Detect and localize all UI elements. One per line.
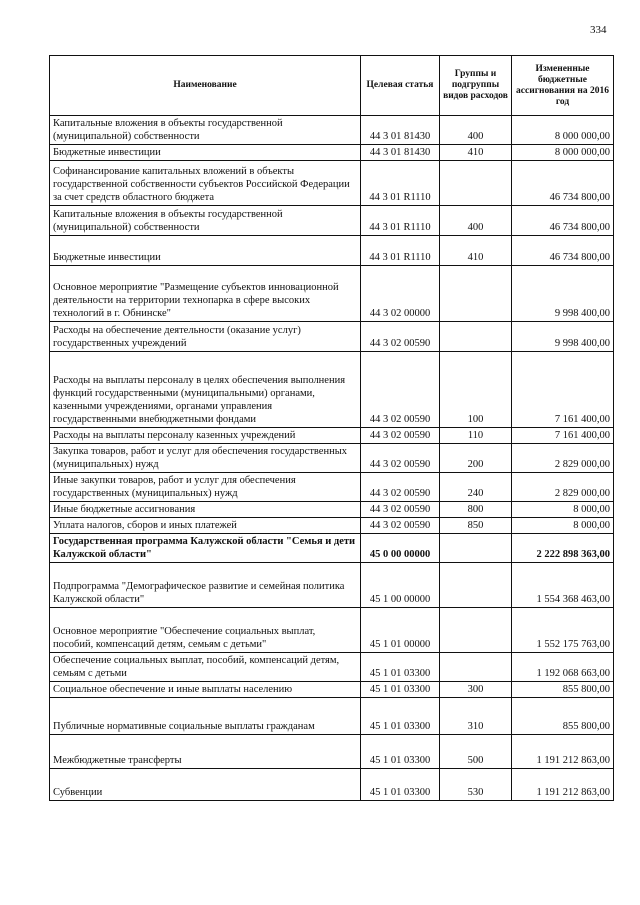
row-target: 44 3 02 00590 [361,352,440,428]
row-group: 110 [440,428,512,444]
header-expense-group: Группы и подгруппы видов расходов [440,56,512,116]
row-target: 45 1 01 03300 [361,653,440,682]
row-amount: 7 161 400,00 [512,428,614,444]
page-number: 334 [590,24,607,36]
row-target: 44 3 02 00590 [361,444,440,473]
row-amount: 2 829 000,00 [512,473,614,502]
row-amount: 8 000 000,00 [512,116,614,145]
row-group [440,653,512,682]
row-group: 800 [440,502,512,518]
row-name: Основное мероприятие "Обеспечение социальных выплат, пособий, компенсаций детям, семьям с детьми" [50,608,361,653]
row-amount: 2 829 000,00 [512,444,614,473]
table-row [50,563,614,608]
table-row [50,473,614,502]
table-row [50,161,614,206]
row-amount: 2 222 898 363,00 [512,534,614,563]
header-amount: Измененные бюджетные ассигнования на 2016 год [512,56,614,116]
row-group: 850 [440,518,512,534]
row-name: Софинансирование капитальных вложений в объекты государственной собственности субъектов Российской Федерации за счет средств областного бюджета [50,161,361,206]
row-name: Субвенции [50,769,361,801]
row-name: Расходы на выплаты персоналу казенных учреждений [50,428,361,444]
row-group: 410 [440,145,512,161]
table-row [50,266,614,322]
row-amount: 7 161 400,00 [512,352,614,428]
row-target: 44 3 02 00590 [361,518,440,534]
row-amount: 855 800,00 [512,698,614,735]
row-group [440,534,512,563]
row-amount: 8 000,00 [512,518,614,534]
row-name: Уплата налогов, сборов и иных платежей [50,518,361,534]
table-row [50,769,614,801]
table-row [50,534,614,563]
row-amount: 1 191 212 863,00 [512,735,614,769]
row-target: 44 3 02 00590 [361,428,440,444]
row-name: Капитальные вложения в объекты государственной (муниципальной) собственности [50,206,361,236]
table-row [50,352,614,428]
row-name: Основное мероприятие "Размещение субъектов инновационной деятельности на территории технопарка в сфере высоких технологий в г. Обнинске" [50,266,361,322]
table-row [50,608,614,653]
row-name: Обеспечение социальных выплат, пособий, компенсаций детям, семьям с детьми [50,653,361,682]
row-name: Публичные нормативные социальные выплаты гражданам [50,698,361,735]
row-amount: 8 000 000,00 [512,145,614,161]
table-row [50,206,614,236]
row-amount: 1 554 368 463,00 [512,563,614,608]
table-row [50,444,614,473]
row-group: 530 [440,769,512,801]
row-target: 45 1 01 03300 [361,735,440,769]
row-amount: 1 192 068 663,00 [512,653,614,682]
row-target: 45 1 01 03300 [361,698,440,735]
row-group: 400 [440,116,512,145]
row-amount: 855 800,00 [512,682,614,698]
row-group [440,563,512,608]
table-row [50,735,614,769]
row-group [440,161,512,206]
row-target: 44 3 02 00590 [361,473,440,502]
row-amount: 1 552 175 763,00 [512,608,614,653]
row-amount: 46 734 800,00 [512,236,614,266]
row-name: Иные бюджетные ассигнования [50,502,361,518]
row-target: 44 3 01 R1110 [361,236,440,266]
table-row [50,322,614,352]
row-group: 500 [440,735,512,769]
row-name: Государственная программа Калужской области "Семья и дети Калужской области" [50,534,361,563]
row-group: 400 [440,206,512,236]
row-amount: 8 000,00 [512,502,614,518]
table-row [50,653,614,682]
row-amount: 46 734 800,00 [512,206,614,236]
row-name: Расходы на обеспечение деятельности (оказание услуг) государственных учреждений [50,322,361,352]
row-target: 44 3 01 81430 [361,116,440,145]
row-target: 44 3 02 00590 [361,322,440,352]
row-name: Подпрограмма "Демографическое развитие и семейная политика Калужской области" [50,563,361,608]
row-group [440,322,512,352]
row-name: Социальное обеспечение и иные выплаты населению [50,682,361,698]
row-target: 45 1 01 03300 [361,682,440,698]
row-group: 240 [440,473,512,502]
table-row [50,116,614,145]
table-row [50,682,614,698]
row-group: 410 [440,236,512,266]
table-row [50,236,614,266]
row-target: 45 1 01 03300 [361,769,440,801]
table-row [50,502,614,518]
table-row [50,698,614,735]
row-name: Закупка товаров, работ и услуг для обеспечения государственных (муниципальных) нужд [50,444,361,473]
row-name: Бюджетные инвестиции [50,145,361,161]
row-target: 45 1 00 00000 [361,563,440,608]
table-row [50,145,614,161]
row-target: 44 3 02 00590 [361,502,440,518]
budget-table [49,55,614,801]
header-target-article: Целевая статья [361,56,440,116]
row-target: 44 3 01 R1110 [361,206,440,236]
row-group: 300 [440,682,512,698]
row-target: 45 1 01 00000 [361,608,440,653]
row-name: Межбюджетные трансферты [50,735,361,769]
row-name: Капитальные вложения в объекты государственной (муниципальной) собственности [50,116,361,145]
table-row [50,518,614,534]
row-group: 310 [440,698,512,735]
row-name: Иные закупки товаров, работ и услуг для обеспечения государственных (муниципальных) нужд [50,473,361,502]
row-name: Бюджетные инвестиции [50,236,361,266]
row-group [440,266,512,322]
row-name: Расходы на выплаты персоналу в целях обеспечения выполнения функций государственными (муниципальными) органами, казенными учреждениями, органами управления государственными внебюджетными фондами [50,352,361,428]
row-amount: 1 191 212 863,00 [512,769,614,801]
header-name: Наименование [50,56,361,116]
row-target: 44 3 01 R1110 [361,161,440,206]
row-target: 45 0 00 00000 [361,534,440,563]
row-group: 200 [440,444,512,473]
row-amount: 46 734 800,00 [512,161,614,206]
row-target: 44 3 01 81430 [361,145,440,161]
table-row [50,428,614,444]
row-group: 100 [440,352,512,428]
row-target: 44 3 02 00000 [361,266,440,322]
row-amount: 9 998 400,00 [512,266,614,322]
row-amount: 9 998 400,00 [512,322,614,352]
row-group [440,608,512,653]
